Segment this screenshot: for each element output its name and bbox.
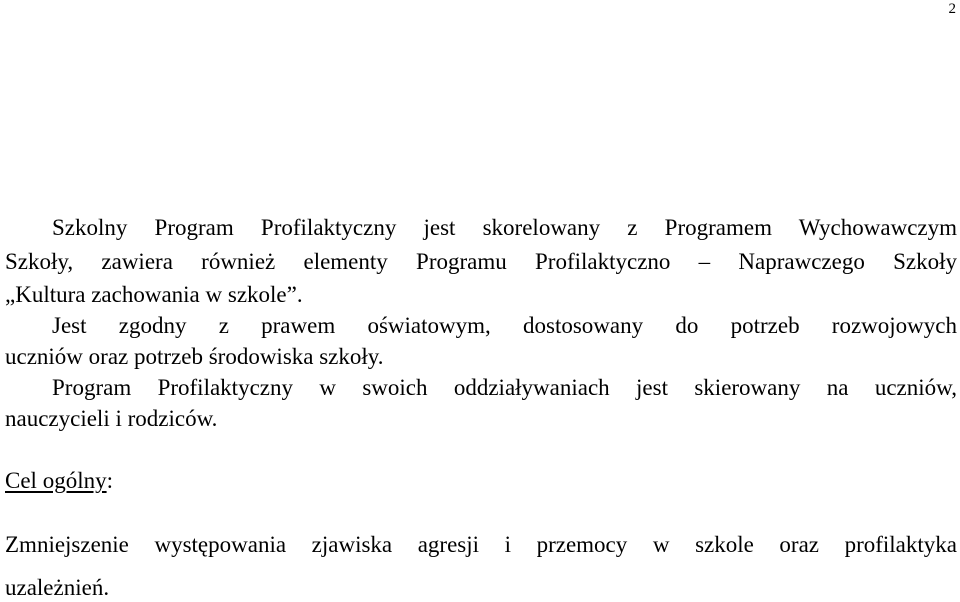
paragraph-line: Jest zgodny z prawem oświatowym, dostosowany do potrzeb rozwojowych bbox=[52, 313, 957, 338]
goal-heading-colon: : bbox=[106, 468, 113, 493]
goal-heading bbox=[5, 467, 113, 495]
goal-line: Zmniejszenie występowania zjawiska agresji i przemocy w szkole oraz profilaktyka bbox=[5, 532, 957, 557]
paragraph-line: „Kultura zachowania w szkole”. bbox=[5, 282, 303, 307]
paragraph-line: nauczycieli i rodziców. bbox=[5, 406, 218, 431]
paragraph-line: Szkolny Program Profilaktyczny jest skorelowany z Programem Wychowawczym bbox=[52, 215, 957, 240]
page-number: 2 bbox=[948, 1, 956, 17]
paragraph-line: Program Profilaktyczny w swoich oddziaływaniach jest skierowany na uczniów, bbox=[52, 375, 957, 400]
paragraph-line: uczniów oraz potrzeb środowiska szkoły. bbox=[5, 344, 384, 369]
goal-heading-label: Cel ogólny bbox=[5, 468, 107, 493]
paragraph-line: Szkoły, zawiera również elementy Programu Profilaktyczno – Naprawczego Szkoły bbox=[5, 249, 957, 274]
goal-line: uzależnień. bbox=[5, 575, 110, 600]
